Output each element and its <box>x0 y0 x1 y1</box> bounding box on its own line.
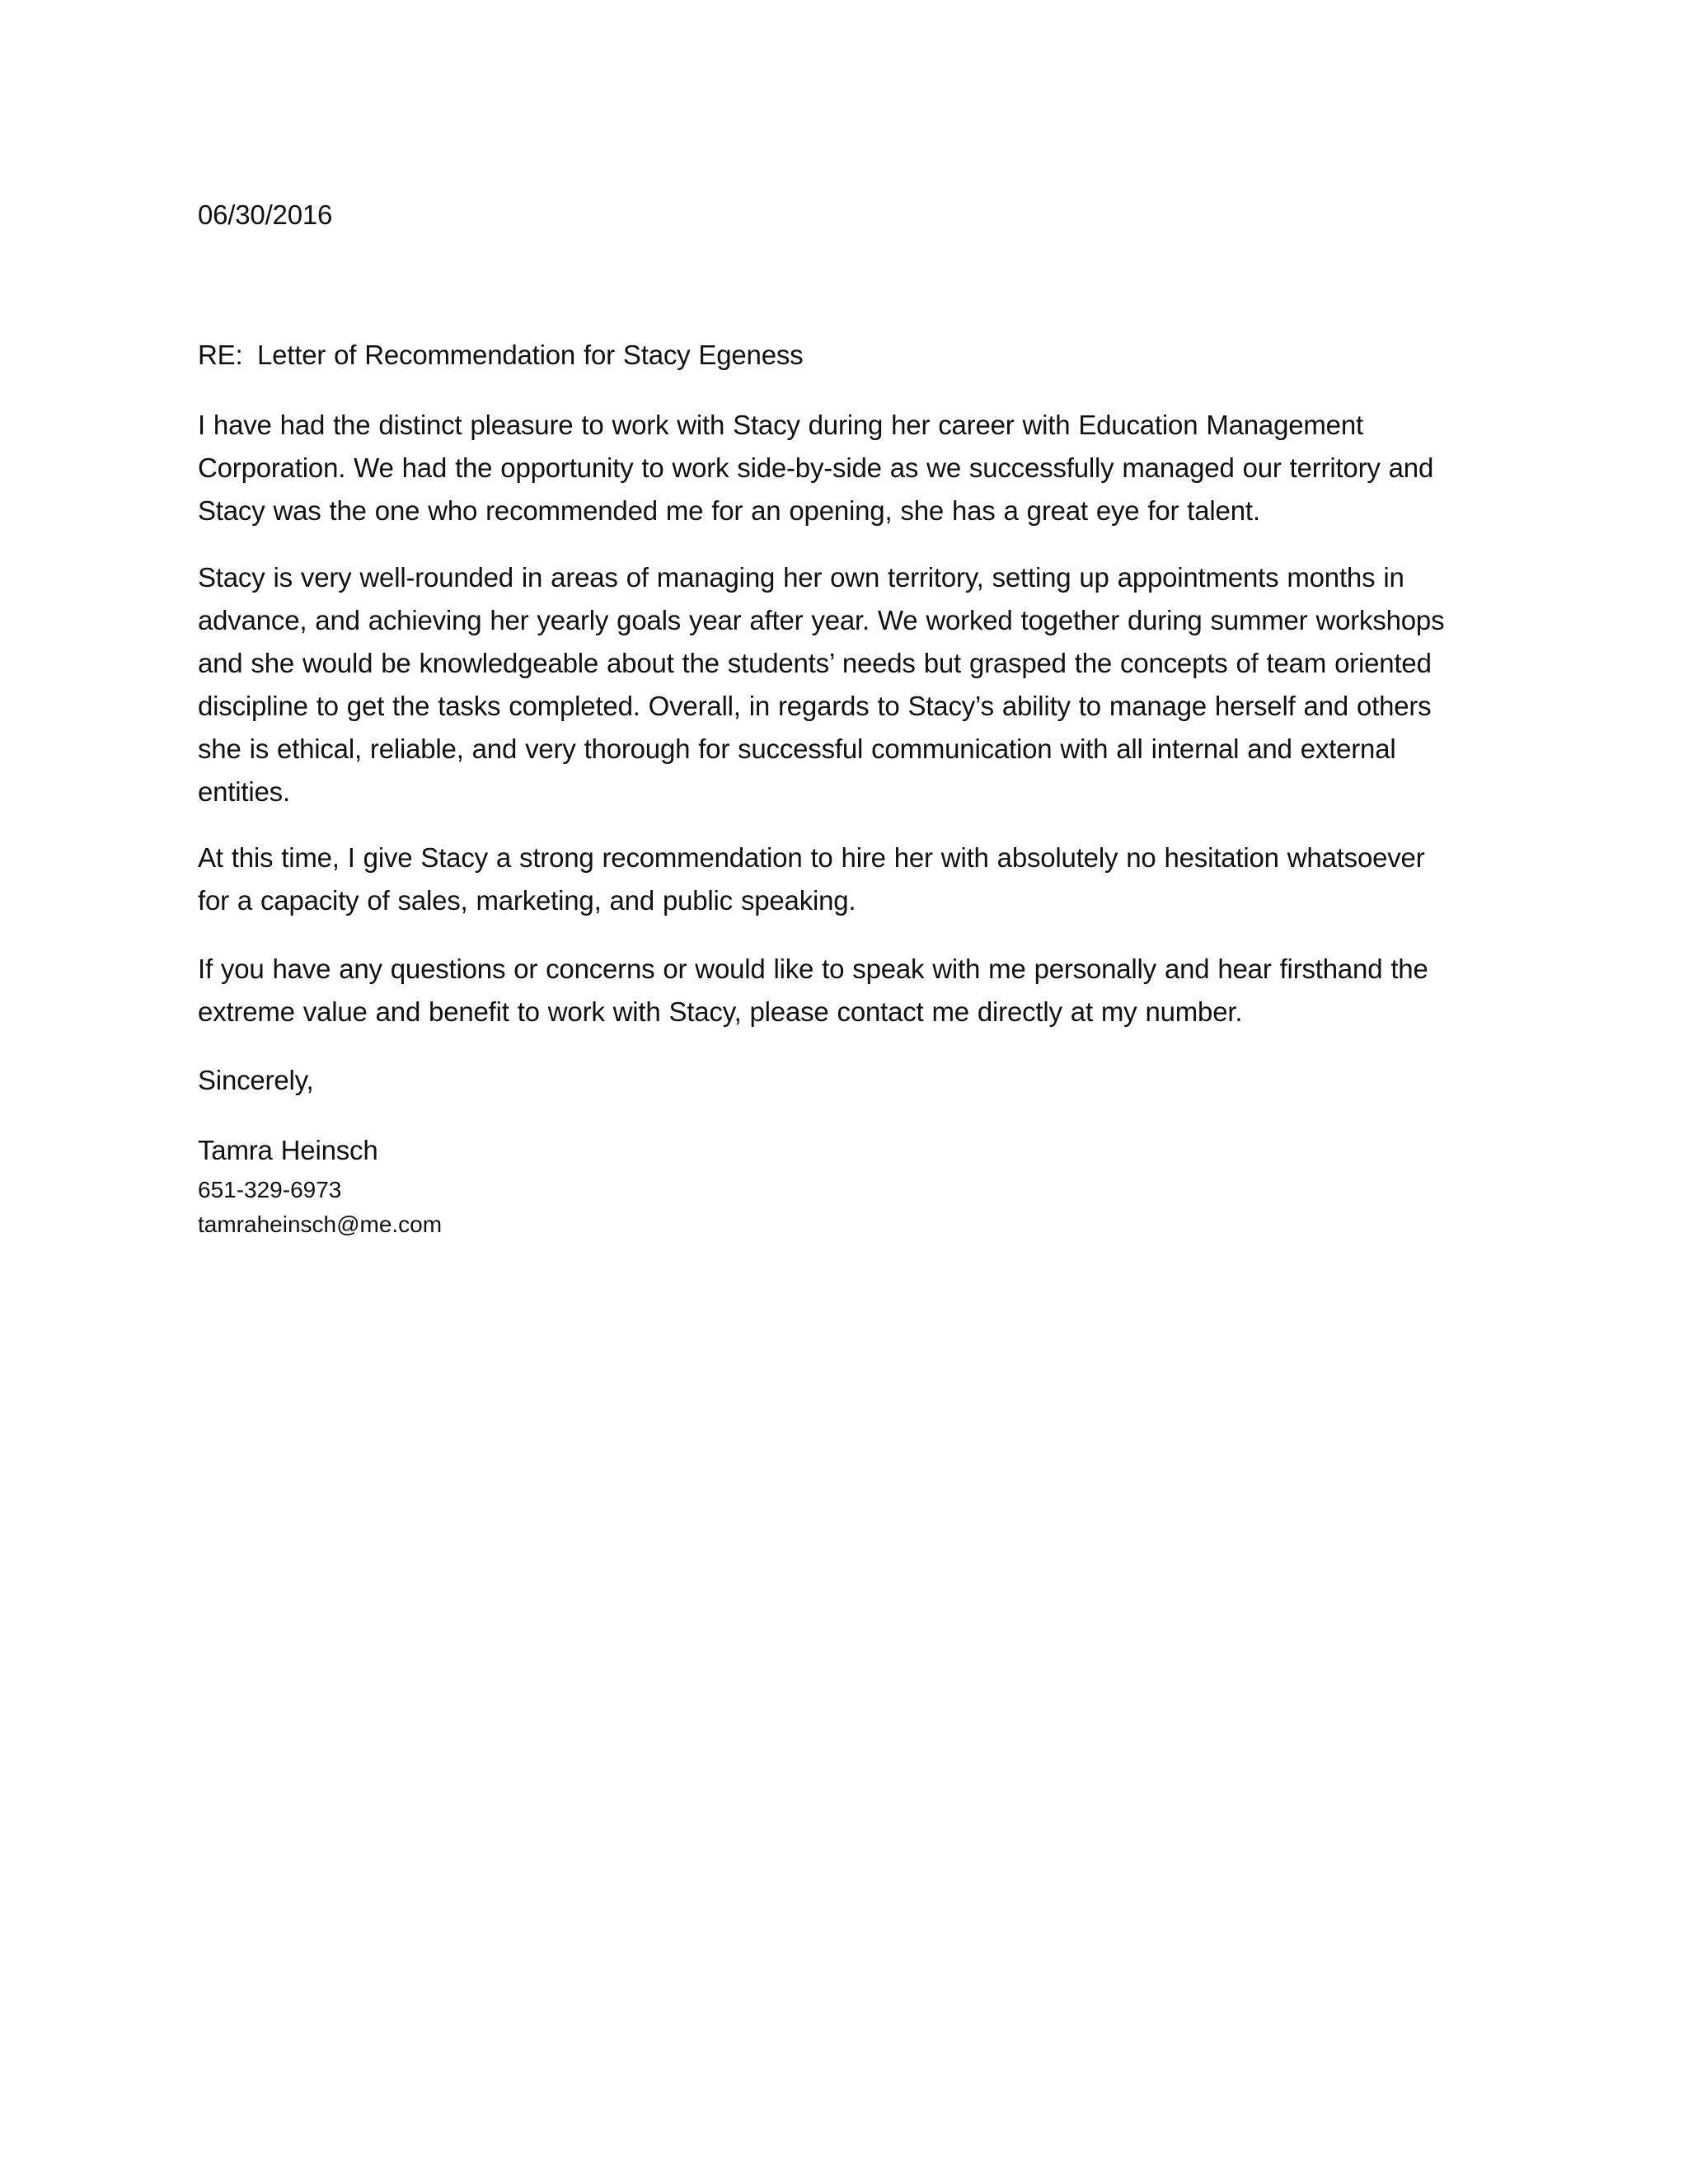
signer-phone: 651-329-6973 <box>198 1177 342 1202</box>
signer-email: tamraheinsch@me.com <box>198 1212 443 1237</box>
paragraph-line: discipline to get the tasks completed. Overall, in regards to Stacy’s ability to manage herself and others <box>198 691 1432 721</box>
paragraph-line: Stacy was the one who recommended me for an opening, she has a great eye for talent. <box>198 495 1260 526</box>
paragraph-line: she is ethical, reliable, and very thorough for successful communication with all internal and external <box>198 733 1396 764</box>
subject-text: Letter of Recommendation for Stacy Egeness <box>257 340 804 370</box>
paragraph-1 <box>198 404 1517 532</box>
closing <box>198 1059 1517 1102</box>
paragraph-line: entities. <box>198 776 290 807</box>
date-text: 06/30/2016 <box>198 199 333 230</box>
signer-name: Tamra Heinsch <box>198 1135 378 1165</box>
subject-line-text <box>198 334 1517 377</box>
signature-block <box>198 1129 1517 1172</box>
re-label: RE: <box>198 340 243 370</box>
paragraph-line: and she would be knowledgeable about the students’ needs but grasped the concepts of team oriented <box>198 648 1432 678</box>
paragraph-3 <box>198 837 1517 922</box>
letter-date <box>198 194 1517 237</box>
paragraph-line: At this time, I give Stacy a strong recommendation to hire her with absolutely no hesitation whatsoever <box>198 842 1425 873</box>
paragraph-line: advance, and achieving her yearly goals year after year. We worked together during summer workshops <box>198 605 1445 635</box>
paragraph-line: I have had the distinct pleasure to work with Stacy during her career with Education Management <box>198 410 1363 440</box>
paragraph-line: If you have any questions or concerns or would like to speak with me personally and hear firsthand the <box>198 954 1428 984</box>
paragraph-line: for a capacity of sales, marketing, and public speaking. <box>198 885 856 916</box>
paragraph-2 <box>198 556 1517 813</box>
paragraph-line: extreme value and benefit to work with Stacy, please contact me directly at my number. <box>198 996 1243 1027</box>
closing-text: Sincerely, <box>198 1065 314 1095</box>
subject-line <box>198 334 1517 377</box>
paragraph-4 <box>198 948 1517 1033</box>
paragraph-line: Stacy is very well-rounded in areas of managing her own territory, setting up appointments months in <box>198 562 1404 593</box>
paragraph-line: Corporation. We had the opportunity to work side-by-side as we successfully managed our territory and <box>198 452 1434 483</box>
